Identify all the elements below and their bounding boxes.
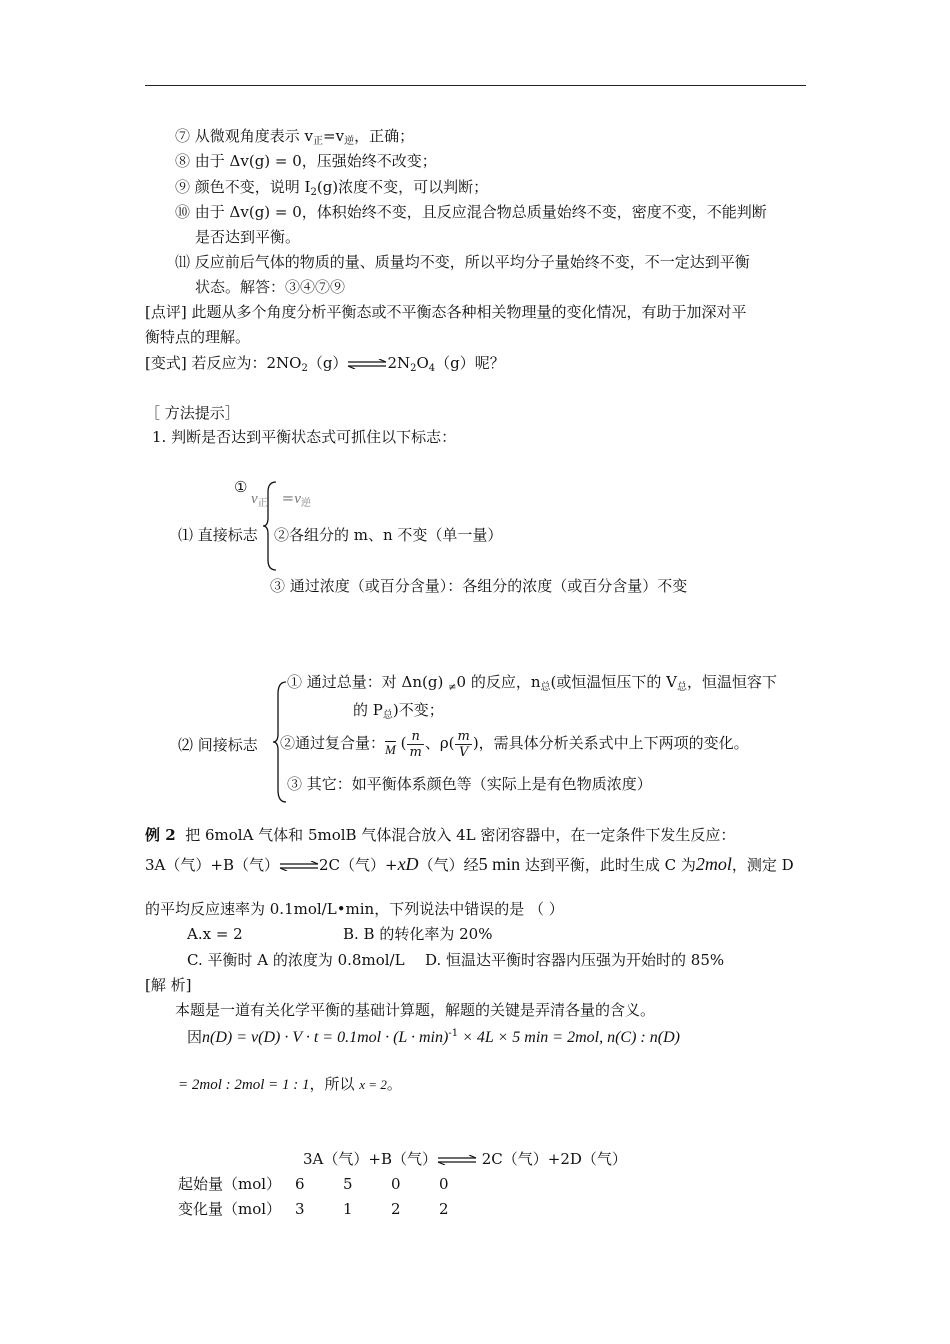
analysis-item-7: ⑦ 从微观角度表示 $v_正=v_逆$，正确； — [175, 127, 415, 147]
cell: 1 — [343, 1200, 353, 1218]
comment-line-1: [点评] 此题从多个角度分析平衡态或不平衡态各种相关物理量的变化情况，有助于加深对平 — [145, 303, 747, 321]
cell: 2 — [391, 1200, 401, 1218]
direct-marker-3: ③ 通过浓度（或百分含量）：各组分的浓度（或百分含量）不变 — [270, 577, 688, 595]
fraction-n-over-m: $\frac{n}{m}$ — [409, 728, 422, 760]
equilibrium-arrow-icon — [279, 861, 319, 871]
indirect-marker-3: ③ 其它：如平衡体系颜色等（实际上是有色物质浓度） — [287, 775, 652, 793]
direct-marker-2: ②各组分的 m、n 不变（单一量） — [274, 526, 503, 544]
cell: 3 — [295, 1200, 305, 1218]
row-label: 变化量（mol） — [178, 1200, 282, 1218]
variant-line: [变式] 若反应为：$2NO_2(g)$ $2N_2O_4(g)$呢？ — [145, 354, 505, 374]
option-b: B. B 的转化率为 20% — [343, 925, 493, 943]
cell: 0 — [391, 1175, 401, 1193]
header-rule — [145, 85, 806, 86]
option-d: D. 恒温达平衡时容器内压强为开始时的 85% — [425, 951, 725, 969]
analysis-item-11-cont: 状态。解答：③④⑦⑨ — [195, 278, 346, 296]
cell: 2 — [439, 1200, 449, 1218]
cell: 6 — [295, 1175, 305, 1193]
equilibrium-arrow-icon — [437, 1155, 477, 1165]
direct-marker-1: ① — [234, 478, 248, 496]
solution-heading: [解 析] — [145, 976, 192, 994]
comment-line-2: 衡特点的理解。 — [145, 328, 251, 346]
method-hint-heading: ［ 方法提示］ — [145, 404, 240, 422]
example-2-question: 的平均反应速率为 0.1mol/L•min，下列说法中错误的是 （ ） — [145, 900, 564, 918]
analysis-item-11: ⑾ 反应前后气体的物质的量、质量均不变，所以平均分子量始终不变，不一定达到平衡 — [175, 253, 750, 271]
analysis-item-9: ⑨ 颜色不变，说明 $I_2(g)$浓度不变，可以判断； — [175, 178, 489, 198]
example-2-intro: 例 2 把 6molA 气体和 5molB 气体混合放入 4L 密闭容器中，在一定条件下发生反应： — [145, 826, 736, 844]
equilibrium-arrow-icon — [347, 359, 387, 369]
indirect-marker-2: ②通过复合量：M ( $\frac{n}{m}$ 、ρ( $\frac{m}{V}$ )，需具体分析关系式中上下两项的变化。 — [280, 728, 749, 760]
reaction-table-header: 3A（气）+B（气） 2C（气）+2D（气） — [303, 1150, 627, 1168]
solution-equation-2: = 2mol : 2mol = 1 : 1，所以 x = 2。 — [178, 1075, 402, 1093]
example-2-reaction: 3A（气）+B（气） 2C（气）+xD（气）经5 min 达到平衡，此时生成 C 为2mol，测定 D — [145, 854, 794, 874]
indirect-marker-1: ① 通过总量：对 Δn(g) $_\ne$0 的反应，$n_总$(或恒温恒压下的 $V_总$，恒温恒容下 — [287, 673, 777, 693]
method-point-1: 1. 判断是否达到平衡状态式可抓住以下标志： — [152, 428, 457, 446]
cell: 5 — [343, 1175, 353, 1193]
indirect-marker-1-cont: 的 $P_总$)不变； — [353, 701, 444, 721]
fraction-m-over-v: $\frac{m}{V}$ — [457, 728, 470, 760]
analysis-item-8: ⑧ 由于 Δv(g) = 0，压强始终不改变； — [175, 152, 437, 170]
row-label: 起始量（mol） — [178, 1175, 282, 1193]
analysis-item-10-cont: 是否达到平衡。 — [195, 228, 301, 246]
option-a: A.x = 2 — [187, 925, 243, 943]
rate-equality: $v_正 =v_逆$ — [251, 489, 311, 509]
analysis-item-10: ⑩ 由于 Δv(g) = 0，体积始终不变，且反应混合物总质量始终不变，密度不变，不能判断 — [175, 203, 767, 221]
cell: 0 — [439, 1175, 449, 1193]
option-c: C. 平衡时 A 的浓度为 0.8mol/L — [187, 951, 405, 969]
direct-marker-label: ⑴ 直接标志 — [178, 526, 258, 544]
solution-text-1: 本题是一道有关化学平衡的基础计算题，解题的关键是弄清各量的含义。 — [175, 1001, 656, 1019]
solution-equation-1: 因$n(D) = v(D) \cdot V \cdot t = 0.1mol \cdot (L \cdot \min)^{-1} \times 4L \times 5$ min = 2mol, n(C) : n(D) — [187, 1028, 680, 1046]
indirect-marker-label: ⑵ 间接标志 — [178, 736, 258, 754]
